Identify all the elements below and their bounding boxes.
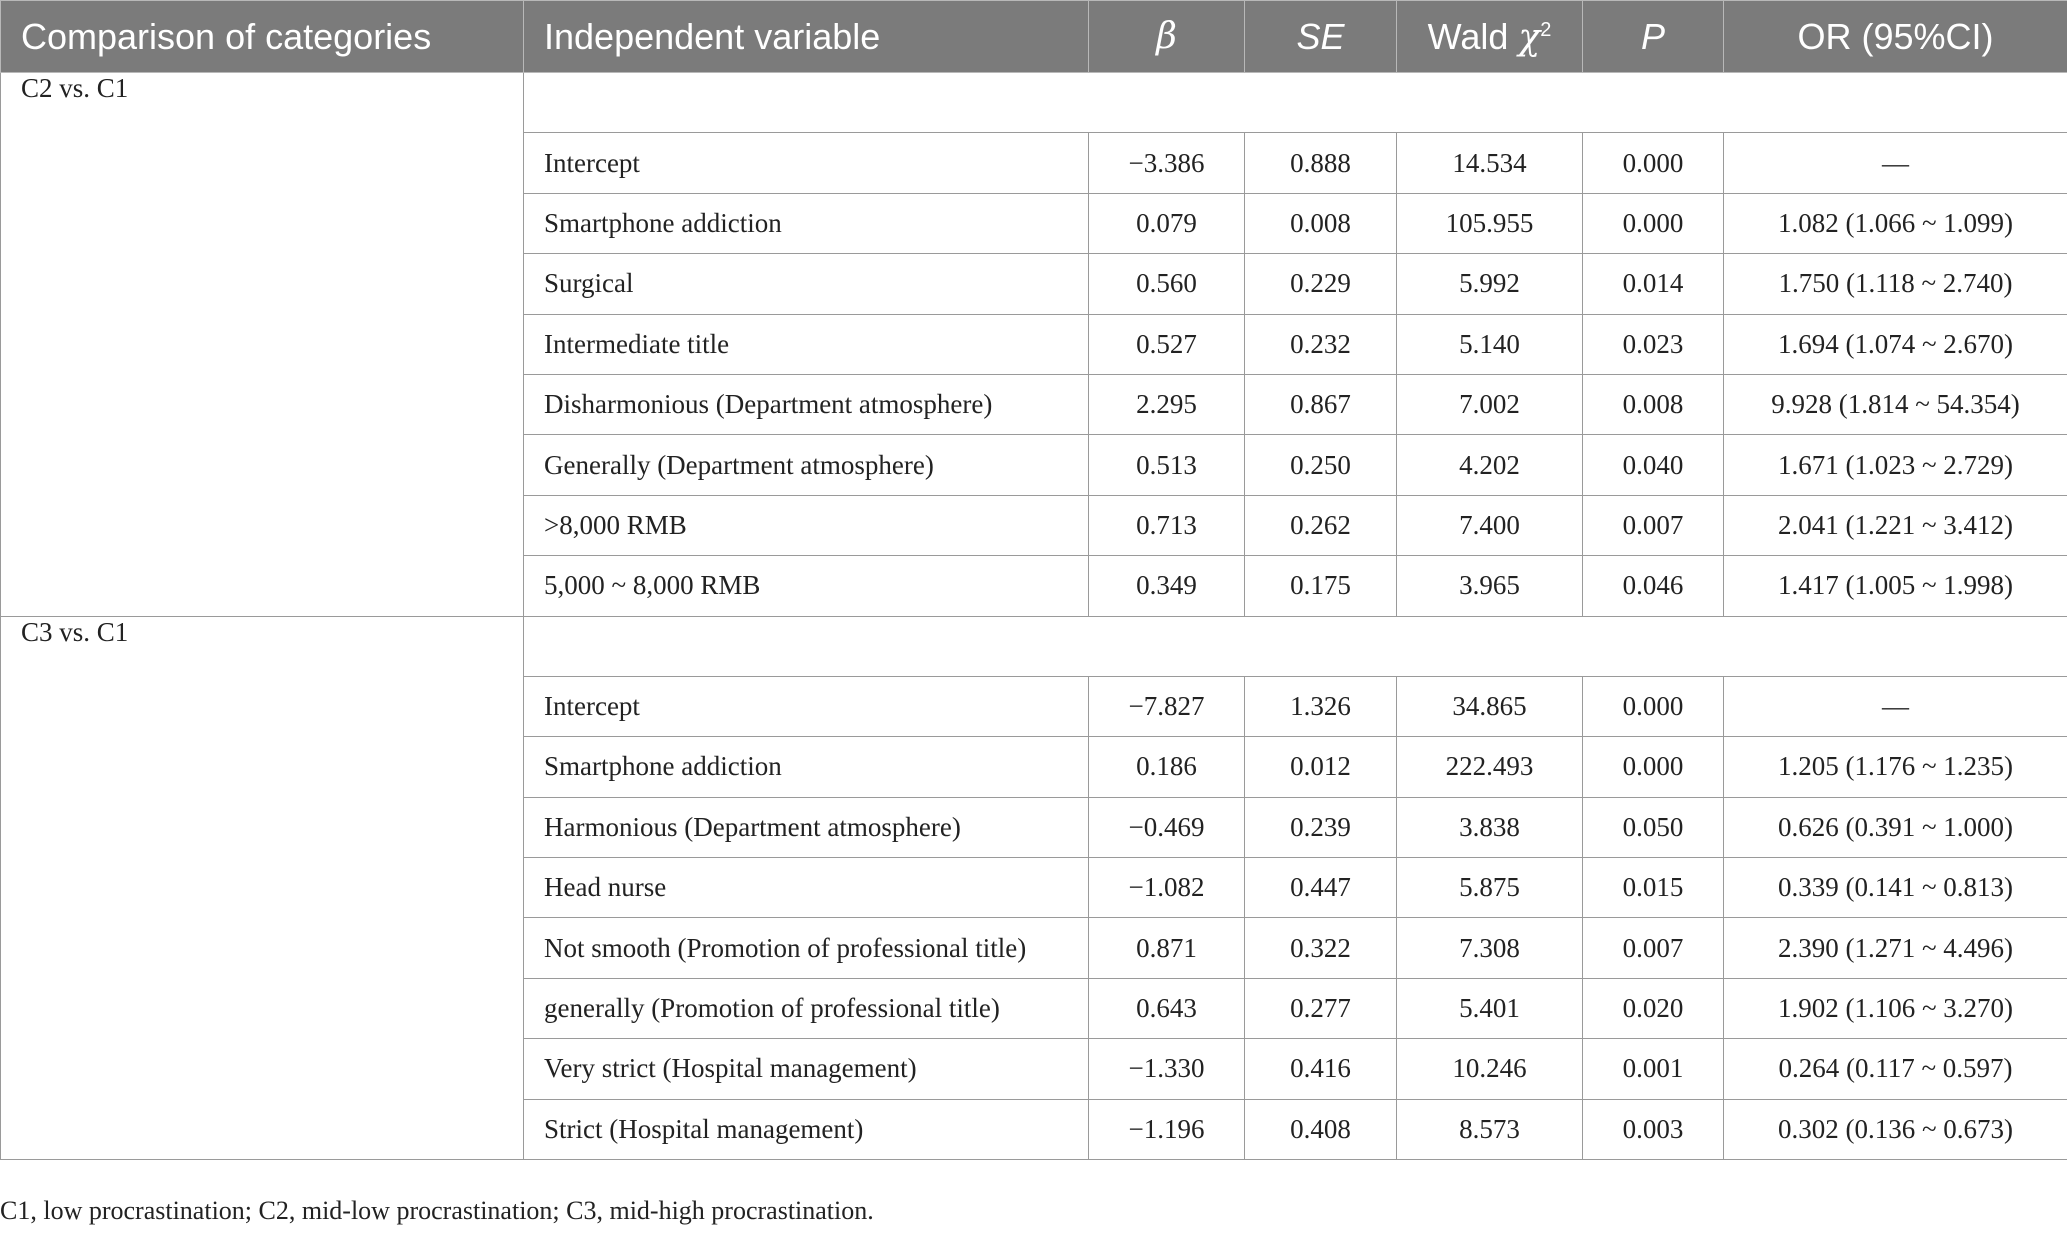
or-cell: —	[1724, 676, 2067, 736]
table-header	[1, 1, 2067, 73]
p-cell: 0.000	[1583, 193, 1724, 253]
variable-cell: Harmonious (Department atmosphere)	[524, 797, 1089, 857]
wald-cell: 3.965	[1397, 556, 1583, 616]
beta-cell: −1.330	[1089, 1039, 1245, 1099]
se-cell: 0.229	[1245, 254, 1397, 314]
variable-cell: Head nurse	[524, 858, 1089, 918]
beta-cell: 0.186	[1089, 737, 1245, 797]
beta-cell: −0.469	[1089, 797, 1245, 857]
variable-cell: Smartphone addiction	[524, 737, 1089, 797]
table-body	[1, 73, 2067, 1160]
p-cell: 0.040	[1583, 435, 1724, 495]
or-cell: 2.041 (1.221 ~ 3.412)	[1724, 495, 2067, 555]
header-wald-sup: 2	[1540, 18, 1552, 41]
header-wald	[1397, 1, 1583, 73]
beta-cell: 0.513	[1089, 435, 1245, 495]
or-cell: 1.694 (1.074 ~ 2.670)	[1724, 314, 2067, 374]
wald-cell: 5.992	[1397, 254, 1583, 314]
wald-cell: 105.955	[1397, 193, 1583, 253]
group-label: C2 vs. C1	[1, 73, 524, 617]
variable-cell: Very strict (Hospital management)	[524, 1039, 1089, 1099]
or-cell: 9.928 (1.814 ~ 54.354)	[1724, 374, 2067, 434]
variable-cell: Disharmonious (Department atmosphere)	[524, 374, 1089, 434]
or-cell: 1.417 (1.005 ~ 1.998)	[1724, 556, 2067, 616]
p-cell: 0.001	[1583, 1039, 1724, 1099]
header-comparison: Comparison of categories	[1, 1, 524, 73]
variable-cell: >8,000 RMB	[524, 495, 1089, 555]
wald-cell: 5.401	[1397, 978, 1583, 1038]
or-cell: 1.671 (1.023 ~ 2.729)	[1724, 435, 2067, 495]
se-cell: 0.262	[1245, 495, 1397, 555]
header-independent-variable: Independent variable	[524, 1, 1089, 73]
wald-cell: 7.400	[1397, 495, 1583, 555]
or-cell: —	[1724, 133, 2067, 193]
variable-cell: Not smooth (Promotion of professional title)	[524, 918, 1089, 978]
or-cell: 2.390 (1.271 ~ 4.496)	[1724, 918, 2067, 978]
beta-cell: −7.827	[1089, 676, 1245, 736]
beta-cell: 0.079	[1089, 193, 1245, 253]
p-cell: 0.020	[1583, 978, 1724, 1038]
variable-cell: generally (Promotion of professional title)	[524, 978, 1089, 1038]
variable-cell: Strict (Hospital management)	[524, 1099, 1089, 1159]
group-label: C3 vs. C1	[1, 616, 524, 1160]
wald-cell: 5.140	[1397, 314, 1583, 374]
p-cell: 0.014	[1583, 254, 1724, 314]
or-cell: 1.902 (1.106 ~ 3.270)	[1724, 978, 2067, 1038]
p-cell: 0.015	[1583, 858, 1724, 918]
header-or: OR (95%CI)	[1724, 1, 2067, 73]
beta-cell: 0.560	[1089, 254, 1245, 314]
variable-cell: Intermediate title	[524, 314, 1089, 374]
se-cell: 0.322	[1245, 918, 1397, 978]
variable-cell: Smartphone addiction	[524, 193, 1089, 253]
wald-cell: 34.865	[1397, 676, 1583, 736]
wald-cell: 7.002	[1397, 374, 1583, 434]
beta-cell: −1.082	[1089, 858, 1245, 918]
wald-cell: 7.308	[1397, 918, 1583, 978]
wald-cell: 3.838	[1397, 797, 1583, 857]
header-se: SE	[1245, 1, 1397, 73]
or-cell: 0.264 (0.117 ~ 0.597)	[1724, 1039, 2067, 1099]
group-header-row	[1, 616, 2067, 676]
se-cell: 0.175	[1245, 556, 1397, 616]
or-cell: 1.750 (1.118 ~ 2.740)	[1724, 254, 2067, 314]
p-cell: 0.000	[1583, 676, 1724, 736]
header-wald-chi: χ	[1518, 16, 1541, 58]
variable-cell: Intercept	[524, 133, 1089, 193]
beta-cell: −3.386	[1089, 133, 1245, 193]
wald-cell: 5.875	[1397, 858, 1583, 918]
header-beta: β	[1089, 1, 1245, 73]
beta-cell: 2.295	[1089, 374, 1245, 434]
wald-cell: 222.493	[1397, 737, 1583, 797]
p-cell: 0.050	[1583, 797, 1724, 857]
wald-cell: 4.202	[1397, 435, 1583, 495]
variable-cell: Generally (Department atmosphere)	[524, 435, 1089, 495]
or-cell: 0.339 (0.141 ~ 0.813)	[1724, 858, 2067, 918]
group-header-row	[1, 73, 2067, 133]
variable-cell: Surgical	[524, 254, 1089, 314]
beta-cell: 0.713	[1089, 495, 1245, 555]
or-cell: 0.626 (0.391 ~ 1.000)	[1724, 797, 2067, 857]
beta-cell: 0.527	[1089, 314, 1245, 374]
p-cell: 0.000	[1583, 133, 1724, 193]
beta-cell: 0.871	[1089, 918, 1245, 978]
se-cell: 0.277	[1245, 978, 1397, 1038]
header-p: P	[1583, 1, 1724, 73]
se-cell: 0.408	[1245, 1099, 1397, 1159]
p-cell: 0.003	[1583, 1099, 1724, 1159]
se-cell: 0.447	[1245, 858, 1397, 918]
beta-cell: 0.349	[1089, 556, 1245, 616]
p-cell: 0.007	[1583, 495, 1724, 555]
group-spacer-cell	[524, 73, 2067, 133]
p-cell: 0.000	[1583, 737, 1724, 797]
se-cell: 0.239	[1245, 797, 1397, 857]
or-cell: 1.082 (1.066 ~ 1.099)	[1724, 193, 2067, 253]
header-wald-prefix: Wald	[1427, 15, 1519, 57]
p-cell: 0.007	[1583, 918, 1724, 978]
or-cell: 1.205 (1.176 ~ 1.235)	[1724, 737, 2067, 797]
se-cell: 0.250	[1245, 435, 1397, 495]
or-cell: 0.302 (0.136 ~ 0.673)	[1724, 1099, 2067, 1159]
se-cell: 0.867	[1245, 374, 1397, 434]
beta-cell: 0.643	[1089, 978, 1245, 1038]
header-row	[1, 1, 2067, 73]
beta-cell: −1.196	[1089, 1099, 1245, 1159]
wald-cell: 14.534	[1397, 133, 1583, 193]
group-spacer-cell	[524, 616, 2067, 676]
se-cell: 1.326	[1245, 676, 1397, 736]
wald-cell: 10.246	[1397, 1039, 1583, 1099]
wald-cell: 8.573	[1397, 1099, 1583, 1159]
p-cell: 0.046	[1583, 556, 1724, 616]
se-cell: 0.012	[1245, 737, 1397, 797]
p-cell: 0.008	[1583, 374, 1724, 434]
table-footnote: C1, low procrastination; C2, mid-low procrastination; C3, mid-high procrastination.	[0, 1196, 874, 1225]
se-cell: 0.416	[1245, 1039, 1397, 1099]
variable-cell: 5,000 ~ 8,000 RMB	[524, 556, 1089, 616]
variable-cell: Intercept	[524, 676, 1089, 736]
p-cell: 0.023	[1583, 314, 1724, 374]
se-cell: 0.888	[1245, 133, 1397, 193]
se-cell: 0.232	[1245, 314, 1397, 374]
se-cell: 0.008	[1245, 193, 1397, 253]
